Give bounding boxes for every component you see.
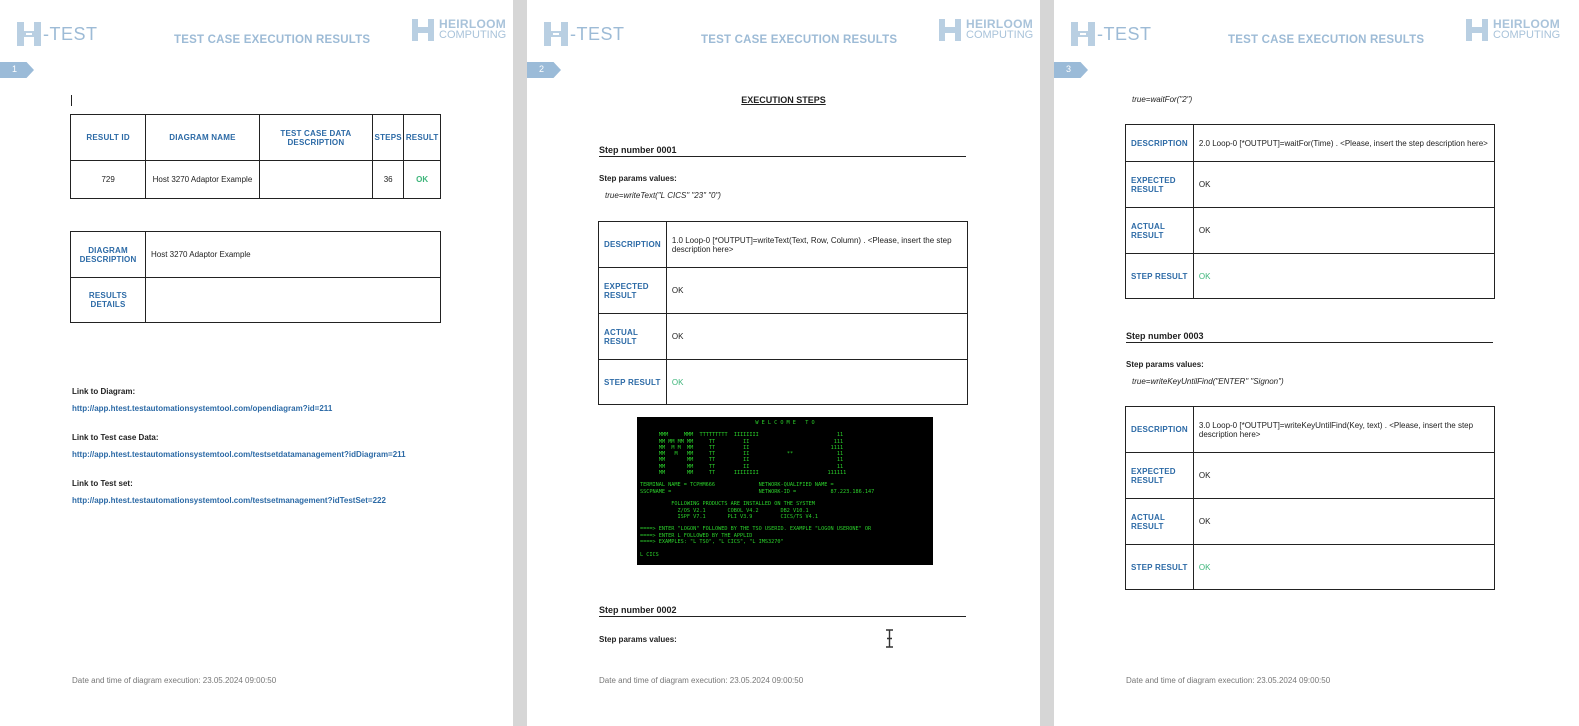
page-number: 1 (12, 64, 18, 74)
step-result-value: OK (1193, 545, 1494, 590)
step-result-label: STEP RESULT (1126, 254, 1194, 299)
page-number-badge (0, 62, 34, 78)
actual-result-label: ACTUAL RESULT (599, 314, 667, 360)
description-value: 2.0 Loop-0 [*OUTPUT]=waitFor(Time) . <Please, insert the step description here> (1193, 125, 1494, 162)
terminal-logo-art: MMM MMM TTTTTTTTT IIIIIIII 11 MM MM MM MM TT II 111 MM M M MM TT II 1111 MM M MM TT II ** 11 MM MM TT II 11 MM MM TT II 11 MM MM TT IIIIIIII 111111 (658, 432, 847, 477)
cell-result: OK (404, 161, 441, 199)
htest-logo-text: -TEST (43, 23, 98, 44)
htest-logo-icon (1071, 22, 1095, 46)
link-test-set-label: Link to Test set: (72, 479, 133, 488)
heirloom-line2: COMPUTING (439, 29, 507, 41)
step-params-value: true=writeKeyUntilFind("ENTER" "Signon") (1132, 377, 1284, 386)
page-number-badge (1054, 62, 1088, 78)
cell-result-id: 729 (71, 161, 146, 199)
execution-steps-heading: EXECUTION STEPS (741, 95, 826, 105)
heirloom-line1: HEIRLOOM (966, 17, 1034, 31)
step-result-value: OK (666, 360, 967, 405)
page-title: TEST CASE EXECUTION RESULTS (1228, 34, 1425, 46)
description-value: 1.0 Loop-0 [*OUTPUT]=writeText(Text, Row, Column) . <Please, insert the step description here> (666, 222, 967, 268)
description-table (70, 231, 441, 323)
results-details-label: RESULTS DETAILS (71, 278, 146, 323)
expected-result-value: OK (1193, 453, 1494, 499)
header-steps: STEPS (373, 115, 404, 161)
heirloom-logo-icon (412, 19, 434, 41)
description-value: 3.0 Loop-0 [*OUTPUT]=writeKeyUntilFind(Key, text) . <Please, insert the step description here> (1193, 407, 1494, 453)
step-table (598, 221, 968, 405)
step-table (1125, 406, 1495, 590)
actual-result-label: ACTUAL RESULT (1126, 208, 1194, 254)
terminal-welcome: W E L C O M E T O (755, 420, 815, 426)
heirloom-line1: HEIRLOOM (439, 17, 507, 31)
page-title: TEST CASE EXECUTION RESULTS (701, 34, 898, 46)
results-details-value (146, 278, 441, 323)
page-number: 3 (1066, 64, 1072, 74)
header-result-id: RESULT ID (71, 115, 146, 161)
step-title: Step number 0002 (599, 605, 966, 617)
htest-logo (544, 22, 625, 46)
step-title: Step number 0003 (1126, 331, 1493, 343)
heirloom-logo (1466, 19, 1560, 41)
link-diagram-label: Link to Diagram: (72, 387, 136, 396)
description-label: DESCRIPTION (599, 222, 667, 268)
page-title: TEST CASE EXECUTION RESULTS (174, 34, 371, 46)
text-caret (71, 95, 72, 106)
text-cursor-icon (884, 629, 895, 648)
execution-datetime: Date and time of diagram execution: 23.05.2024 09:00:50 (1126, 676, 1331, 685)
page-number-badge (527, 62, 561, 78)
step-result-label: STEP RESULT (599, 360, 667, 405)
expected-result-label: EXPECTED RESULT (1126, 453, 1194, 499)
htest-logo (17, 22, 98, 46)
link-test-set-url[interactable]: http://app.htest.testautomationsystemtool.com/testsetmanagement?idTestSet=222 (72, 496, 386, 505)
report-page-3 (1054, 0, 1579, 726)
link-test-case-data-label: Link to Test case Data: (72, 433, 159, 442)
terminal-info: TERMINAL NAME = TCPHM666 NETWORK-QUALIFIED NAME = SSCPNAME = NETWORK-ID = 87.223.186.147 FOLLOWING PRODUCTS ARE INSTALLED ON THE SYSTEM Z/OS V2.1 COBOL V4.2 DB2 V10.1 ISPF V7.1 PLI V3.9 CICS/TS V4.1 ====> ENTER "LOGON" FOLLOWED BY THE TSO USERID. EXAMPLE "LOGON USERONE" OR ====> ENTER L FOLLOWED BY THE APPLID ====> EXAMPLES: "L TSO", "L CICS", "L IMS3270" L CICS (640, 482, 875, 558)
diagram-description-label: DIAGRAM DESCRIPTION (71, 232, 146, 278)
heirloom-logo-icon (1466, 19, 1488, 41)
step-result-label: STEP RESULT (1126, 545, 1194, 590)
diagram-description-value: Host 3270 Adaptor Example (146, 232, 441, 278)
heirloom-logo-icon (939, 19, 961, 41)
step-params-label: Step params values: (599, 635, 677, 644)
terminal-screenshot (637, 417, 933, 565)
expected-result-value: OK (666, 268, 967, 314)
actual-result-value: OK (666, 314, 967, 360)
heirloom-logo (412, 19, 506, 41)
execution-datetime: Date and time of diagram execution: 23.05.2024 09:00:50 (599, 676, 804, 685)
htest-logo (1071, 22, 1152, 46)
heirloom-line2: COMPUTING (1493, 29, 1561, 41)
htest-logo-text: -TEST (1097, 23, 1152, 44)
description-label: DESCRIPTION (1126, 407, 1194, 453)
expected-result-value: OK (1193, 162, 1494, 208)
page-number: 2 (539, 64, 545, 74)
step-table (1125, 124, 1495, 299)
step-params-label: Step params values: (599, 174, 677, 183)
step-params-value: true=waitFor("2") (1132, 95, 1193, 104)
htest-logo-text: -TEST (570, 23, 625, 44)
htest-logo-icon (544, 22, 568, 46)
results-table (70, 114, 441, 199)
step-result-value: OK (1193, 254, 1494, 299)
report-page-1 (0, 0, 513, 726)
actual-result-value: OK (1193, 499, 1494, 545)
report-page-2 (527, 0, 1040, 726)
step-params-value: true=writeText("L CICS" "23" "0") (605, 191, 721, 200)
actual-result-value: OK (1193, 208, 1494, 254)
cell-test-case-data (259, 161, 372, 199)
link-diagram-url[interactable]: http://app.htest.testautomationsystemtool.com/opendiagram?id=211 (72, 404, 333, 413)
header-diagram-name: DIAGRAM NAME (146, 115, 259, 161)
cell-steps: 36 (373, 161, 404, 199)
heirloom-line2: COMPUTING (966, 29, 1034, 41)
heirloom-logo (939, 19, 1033, 41)
htest-logo-icon (17, 22, 41, 46)
actual-result-label: ACTUAL RESULT (1126, 499, 1194, 545)
cell-diagram-name: Host 3270 Adaptor Example (146, 161, 259, 199)
table-row (71, 161, 441, 199)
link-test-case-data-url[interactable]: http://app.htest.testautomationsystemtool.com/testsetdatamanagement?idDiagram=211 (72, 450, 406, 459)
header-result: RESULT (404, 115, 441, 161)
header-test-case-data: TEST CASE DATA DESCRIPTION (259, 115, 372, 161)
step-params-label: Step params values: (1126, 360, 1204, 369)
execution-datetime: Date and time of diagram execution: 23.05.2024 09:00:50 (72, 676, 277, 685)
expected-result-label: EXPECTED RESULT (1126, 162, 1194, 208)
heirloom-line1: HEIRLOOM (1493, 17, 1561, 31)
description-label: DESCRIPTION (1126, 125, 1194, 162)
expected-result-label: EXPECTED RESULT (599, 268, 667, 314)
step-title: Step number 0001 (599, 145, 966, 157)
